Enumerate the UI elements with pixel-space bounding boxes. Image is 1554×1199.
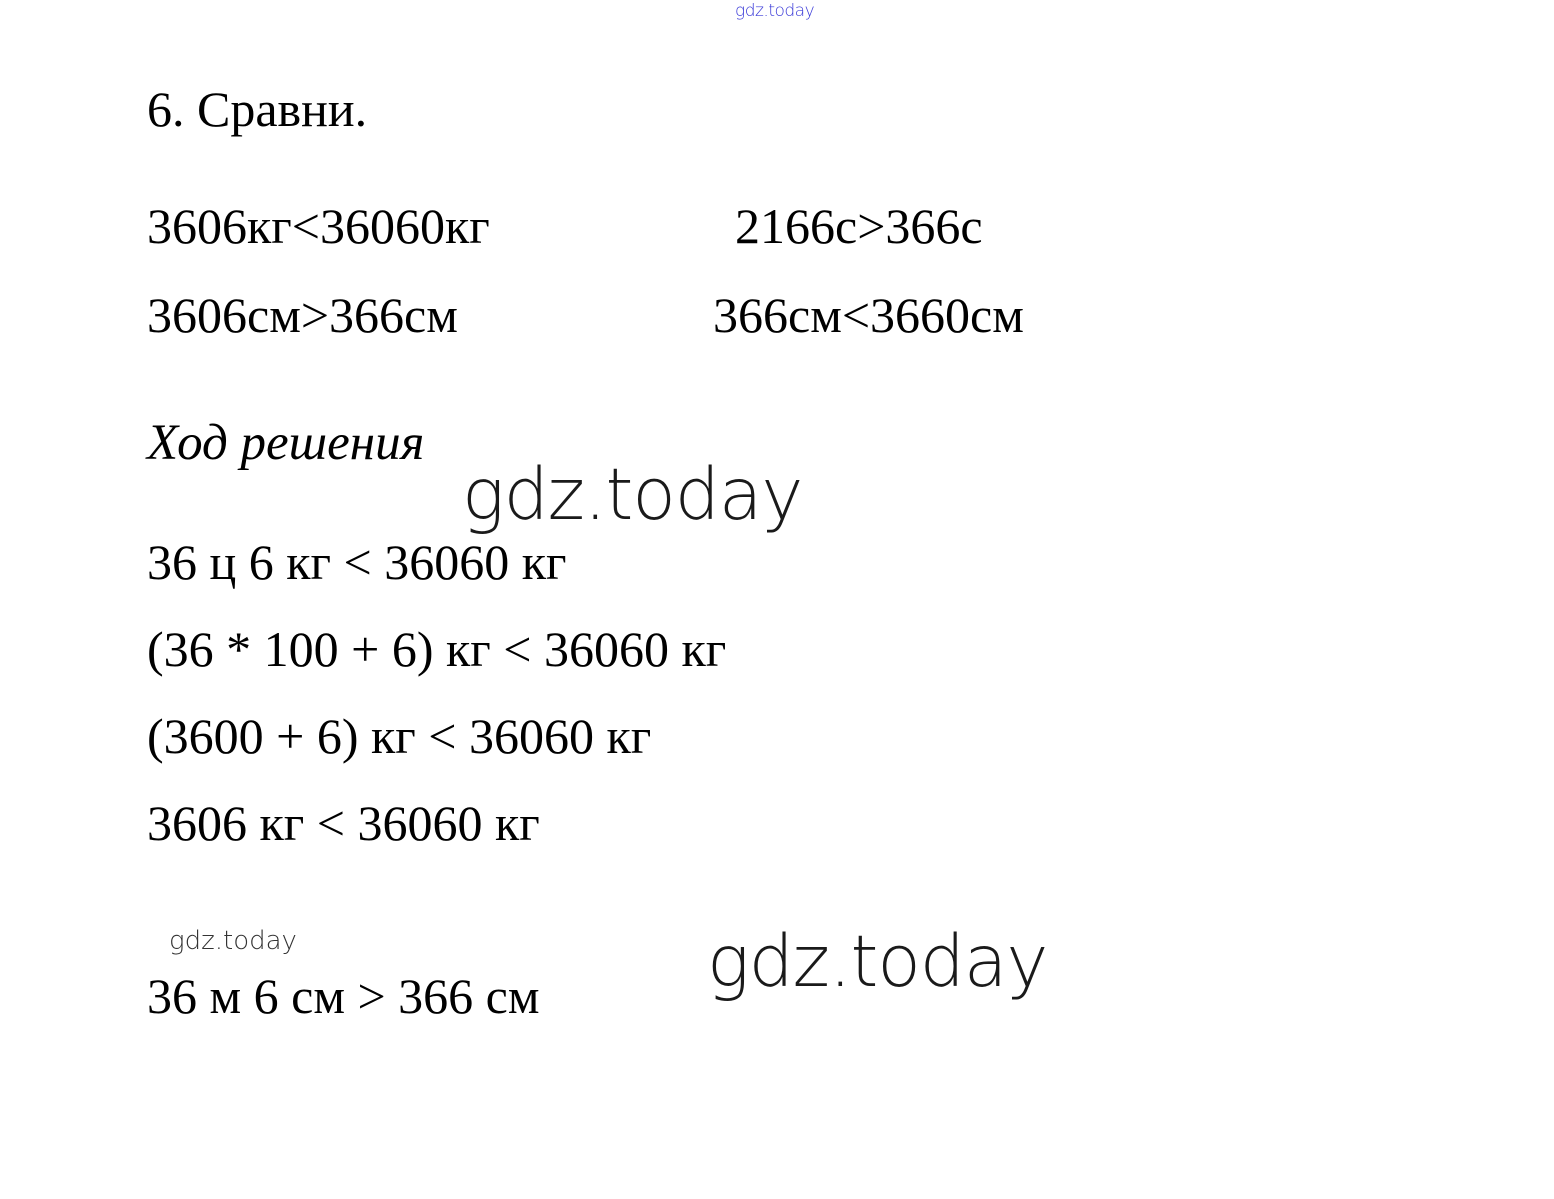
solution-step-5: 36 м 6 см > 366 см [147, 968, 540, 1024]
solution-step-1: 36 ц 6 кг < 36060 кг [147, 534, 567, 590]
watermark-small: gdz.today [169, 926, 297, 956]
solution-step-3: (3600 + 6) кг < 36060 кг [147, 708, 652, 764]
task-title: 6. Сравни. [147, 81, 368, 137]
solution-step-4: 3606 кг < 36060 кг [147, 795, 540, 851]
comparison-row2-left: 3606см>366см [147, 287, 458, 343]
watermark-top: gdz.today [735, 1, 815, 21]
solution-step-2: (36 * 100 + 6) кг < 36060 кг [147, 621, 727, 677]
watermark-big: gdz.today [707, 920, 1048, 1003]
solution-heading: Ход решения [147, 415, 425, 471]
comparison-row2-right: 366см<3660см [713, 287, 1024, 343]
comparison-row1-left: 3606кг<36060кг [147, 198, 490, 254]
comparison-row1-right: 2166с>366с [735, 198, 983, 254]
watermark-middle: gdz.today [462, 453, 803, 536]
